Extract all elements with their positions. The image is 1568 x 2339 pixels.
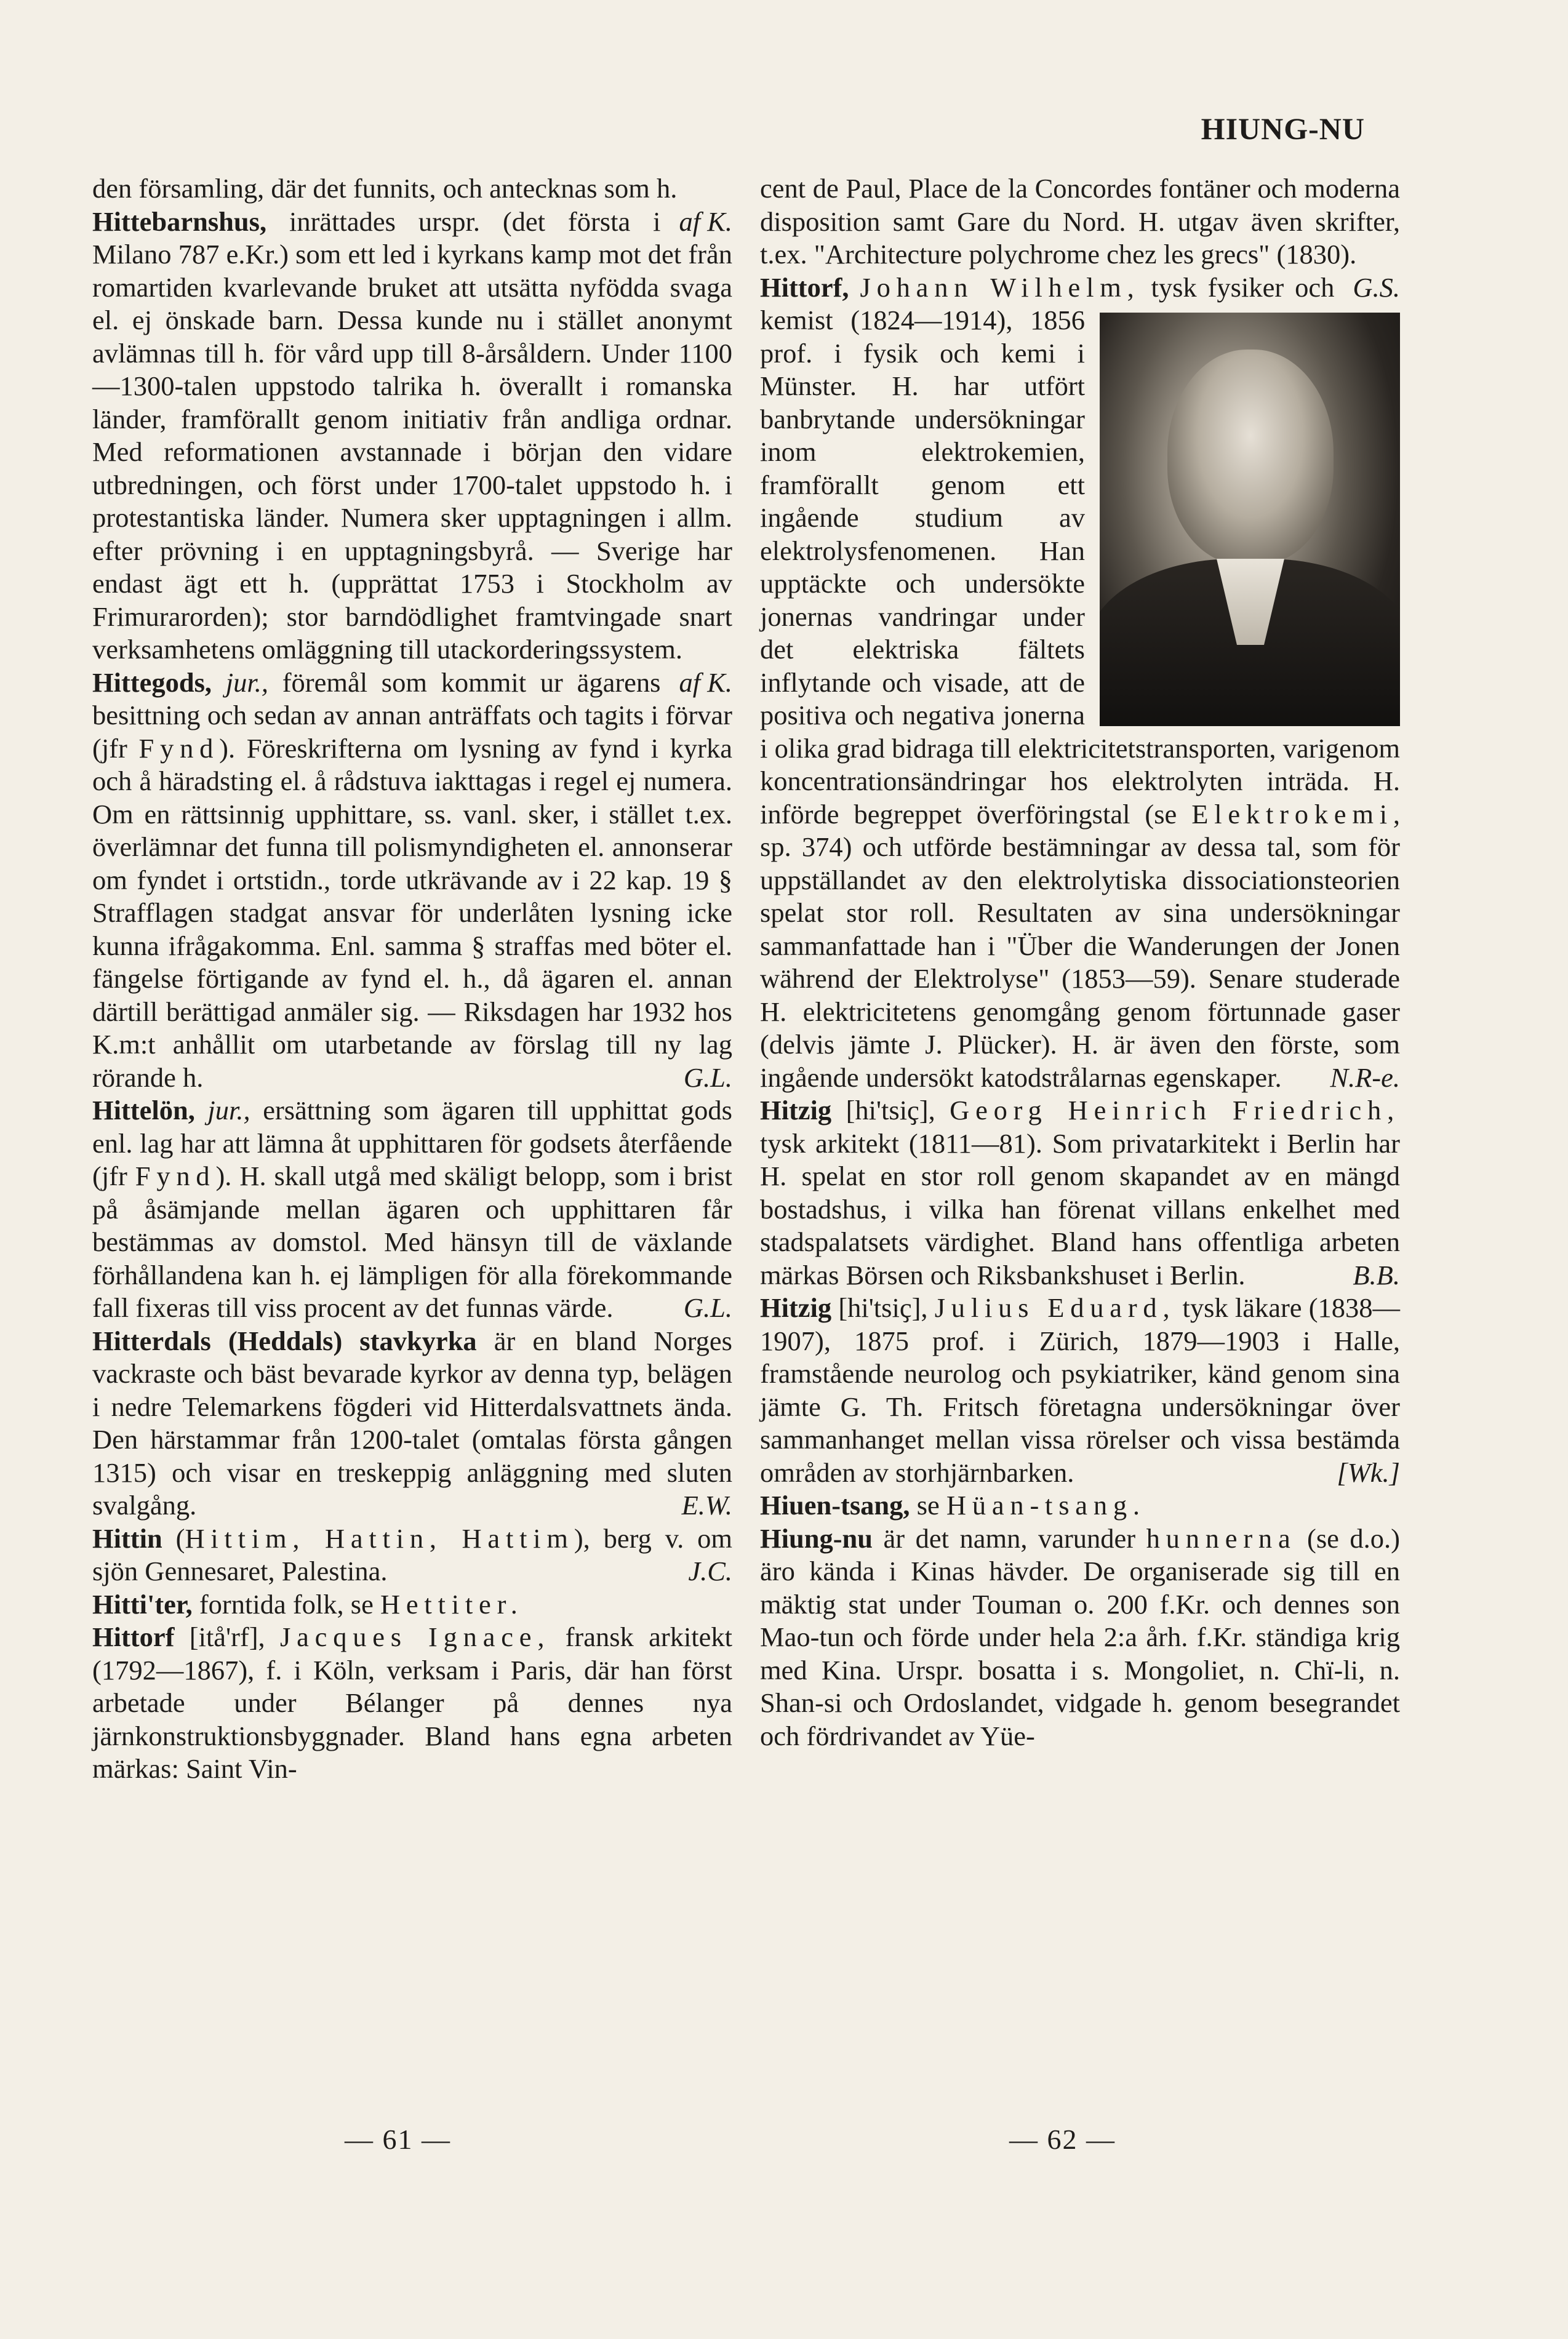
portrait-head [1167, 350, 1334, 565]
signature: af K. [679, 206, 732, 237]
page-number-right: — 62 — [1009, 2124, 1116, 2155]
right-column [760, 172, 1400, 1753]
headword: Hittegods, [92, 666, 212, 698]
entry-hittiter: Hitti'ter, forntida folk, se Hettiter. [92, 1588, 524, 1620]
entry-continuation: cent de Paul, Place de la Concordes fontäner och moderna disposition samt Gare du Nord. H. utgav även skrifter, t.ex. "Architecture polychrome chez les grecs" (1830). G.S. [760, 172, 1400, 271]
headword: Hittorf [92, 1621, 175, 1652]
entry-hiuen-tsang: Hiuen-tsang, se Hüan-tsang. [760, 1490, 1146, 1521]
headword: Hiung-nu [760, 1522, 873, 1554]
signature: G.L. [683, 1062, 732, 1093]
entry-hitzig-georg: Hitzig [hi'tsiҫ], Georg Heinrich Friedrich, tysk arkitekt (1811—81). Som privatarkitekt i Berlin har H. spelat en stor roll genom skapandet av en mängd bostadshus, i vilka han förenat villans enkelhet med stadspalatsets värdighet. Bland hans offentliga arbeten märkas Börsen och Riksbankshuset i Berlin. B.B. [760, 1094, 1400, 1292]
headword: Hitti'ter, [92, 1588, 193, 1620]
page-number-left: — 61 — [345, 2124, 451, 2155]
headword: Hitterdals (Heddals) stavkyrka [92, 1325, 477, 1356]
headword: Hittebarnshus, [92, 206, 267, 237]
headword: Hiuen-tsang, [760, 1490, 910, 1521]
signature: G.S. [1353, 271, 1400, 303]
headword: Hittin [92, 1522, 162, 1554]
entry-hittebarnshus: Hittebarnshus, inrättades urspr. (det första i Milano 787 e.Kr.) som ett led i kyrkans kamp mot det från romartiden kvarlevande bruket att utsätta nyfödda svaga el. ej önskade barn. Dessa kunde nu i stället anonymt avlämnas till h. för vård upp till 8-årsåldern. Under 1100—1300-talen uppstodo talrika h. överallt i romanska länder, framförallt genom initiativ från andliga ordnar. Med reformationen avstannade i början den vidare utbredningen, och först under 1700-talet uppstodo h. i protestantiska länder. Numera sker upptagningen i allm. efter prövning i en upptagningsbyrå. — Sverige har endast ägt ett h. (upprättat 1753 i Stockholm av Frimurarorden); stor barndödlighet framtvingade snart verksamhetens omläggning till utackorderingssystem. af K. [92, 206, 732, 666]
entry-hittelon: Hittelön, jur., ersättning som ägaren till upphittat gods enl. lag har att lämna åt upphittaren för godsets återfående (jfr Fynd). H. skall utgå med skäligt belopp, som i brist på åsämjande mellan ägaren och upphittaren får bestämmas av domstol. Med hänsyn till de växlande förhållandena kan h. ej lämpligen för alla förekommande fall fixeras till viss procent av det funnas värde. G.L. [92, 1094, 732, 1325]
entry-hittorf-jacques: Hittorf [itå'rf], Jacques Ignace, fransk arkitekt (1792—1867), f. i Köln, verksam i Paris, där han först arbetade under Bélanger på dennes nya järnkonstruktionsbyggnader. Bland hans egna arbeten märkas: Saint Vin- [92, 1621, 733, 1784]
entry-continuation: den församling, där det funnits, och antecknas som h. af K. [92, 172, 732, 206]
cross-reference: Elektrokemi [1191, 798, 1393, 830]
entry-hitzig-julius: Hitzig [hi'tsiҫ], Julius Eduard, tysk läkare (1838—1907), 1875 prof. i Zürich, 1879—1903 i Halle, framstående neurolog och psykiatriker, känd genom sina jämte G. Th. Fritsch företagna undersökningar över sammanhanget mellan vissa rörelser och vissa bestämda områden av storhjärnbarken. [Wk.] [760, 1292, 1400, 1489]
signature: G.L. [683, 1292, 732, 1323]
signature: N.R-e. [1330, 1062, 1400, 1093]
headword: Hitzig [760, 1095, 832, 1126]
entry-hittegods: Hittegods, jur., föremål som kommit ur ägarens besittning och sedan av annan anträffats och tagits i förvar (jfr Fynd). Föreskrifterna om lysning av fynd i kyrka och å häradsting el. å rådstuva iakttagas i regel ej numera. Om en rättsinnig upphittare, ss. vanl. sker, i stället t.ex. överlämnar det funna till polismyndigheten el. annonserar om fyndet i ortstidn., torde utkrävande av i 22 kap. 19 § Strafflagen stadgat ansvar för underlåten lysning icke kunna ifrågakomma. Enl. samma § straffas med böter el. fängelse förtigande av fynd el. h., då ägaren el. annan därtill berättigad anmäler sig. — Riksdagen har 1932 hos K.m:t anhållit om utarbetande av förslag till ny lag rörande h. G.L. [92, 666, 732, 1095]
signature: B.B. [1353, 1259, 1400, 1290]
cross-reference: Fynd [138, 732, 220, 764]
cross-reference: Hüan-tsang. [946, 1490, 1146, 1521]
headword: Hittelön, [92, 1095, 195, 1126]
entry-hitterdals-stavkyrka: Hitterdals (Heddals) stavkyrka är en bland Norges vackraste och bäst bevarade kyrkor av denna typ, belägen i nedre Telemarkens fögderi vid Hitterdalsvattnets ända. Den härstammar från 1200-talet (omtalas första gången 1315) och visar en treskeppig anläggning med sluten svalgång. E.W. [92, 1325, 732, 1522]
entry-hiung-nu: Hiung-nu är det namn, varunder hunnerna (se d.o.) äro kända i Kinas hävder. De organiserade sig till en mäktig stat under Touman o. 200 f.Kr. och dennes son Mao-tun och förde under hela 2:a årh. f.Kr. ständiga krig med Kina. Urspr. bosatta i s. Mongoliet, n. Chï-li, n. Shan-si och Ordoslandet, vidgade h. genom besegrandet och fördrivandet av Yüe- [760, 1522, 1400, 1751]
signature: af K. [679, 666, 732, 698]
entry-hittin: Hittin (Hittim, Hattin, Hattim), berg v. om sjön Gennesaret, Palestina. J.C. [92, 1522, 732, 1588]
cross-reference: Hettiter. [380, 1588, 524, 1620]
signature: E.W. [681, 1490, 732, 1521]
cross-reference: hunnerna [1146, 1522, 1297, 1554]
headword: Hitzig [760, 1292, 832, 1323]
headword: Hittorf, [760, 271, 849, 303]
signature: J.C. [688, 1556, 732, 1586]
running-head: HIUNG-NU [1201, 111, 1365, 146]
cross-reference: Fynd [135, 1161, 216, 1191]
signature: [Wk.] [1337, 1457, 1400, 1488]
left-column [92, 172, 732, 1786]
entry-hittorf-johann: Hittorf, Johann Wilhelm, tysk fysiker och kemist (1824—1914), 1856 prof. i fysik och kemi i Münster. H. har utfört banbrytande undersökningar inom elektrokemien, framförallt genom ett ingående studium av elektrolysfenomenen. Han upptäckte och undersökte jonernas vandringar under det elektriska fältets inflytande och visade, att de positiva och negativa jonerna i olika grad bidraga till elektricitetstransporten, varigenom koncentrationsändringar hos elektrolyten inträda. H. införde begreppet överföringstal (se Elektrokemi, sp. 374) och utförde bestämningar av dessa tal, som för uppställandet av den elektrolytiska dissociationsteorien spelat stor roll. Resultaten av sina undersökningar sammanfattade han i "Über die Wanderungen der Jonen während der Elektrolyse" (1853—59). Senare studerade H. elektricitetens genomgång genom förtunnade gaser (delvis jämte J. Plücker). H. är även den förste, som ingående undersökt katodstrålarnas egenskaper. N.R-e. [760, 271, 1400, 1095]
portrait-photo [1100, 313, 1400, 726]
